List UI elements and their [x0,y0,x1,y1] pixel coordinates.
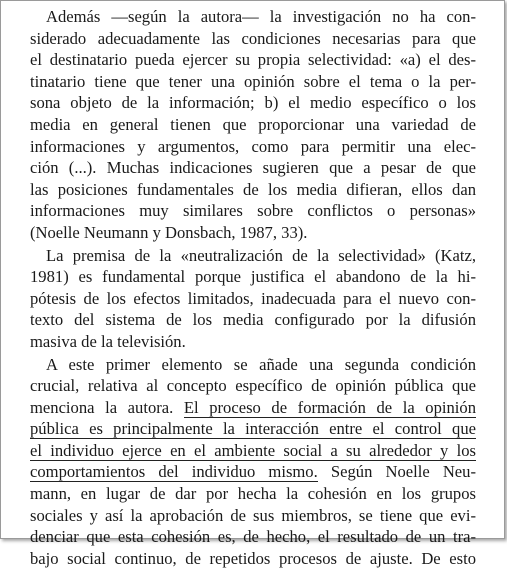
line-text: A este primer elemento se añade una segunda condición [46,355,476,374]
text-line [30,526,476,548]
text-line [30,92,476,114]
text-line [30,136,476,158]
text-line [30,200,476,222]
line-text: pótesis de los efectos limitados, inadecuada para el nuevo con- [30,289,476,308]
text-line [30,49,476,71]
text-line [30,331,476,353]
line-text: crucial, relativa al concepto específico de opinión pública que [30,376,476,395]
line-text: texto del sistema de los media configurado por la difusión [30,310,476,329]
text-line [30,266,476,288]
text-line [30,418,476,440]
text-line [30,179,476,201]
underlined-text: El proceso de formación de la opinión [184,398,476,418]
text-line [30,440,476,462]
line-text: denciar que esta cohesión es, de hecho, el resultado de un tra- [30,527,476,546]
line-text: informaciones muy similares sobre conflictos o personas» [30,201,476,220]
paragraph-3 [30,354,476,569]
text-line [30,288,476,310]
line-text: media en general tienen que proporcionar una variedad de [30,115,476,134]
text-line [30,245,476,267]
text-line [30,548,476,569]
paragraph-2 [30,245,476,353]
underlined-text: pública es principalmente la interacción entre el control que [30,419,476,439]
line-text: 1981) es fundamental porque justifica el abandono de la hi- [30,267,476,286]
text-line [30,505,476,527]
line-text: La premisa de la «neutralización de la selectividad» (Katz, [46,246,476,265]
text-line [30,461,476,483]
page-text [30,6,476,569]
line-text: (Noelle Neumann y Donsbach, 1987, 33). [30,223,307,242]
text-line [30,114,476,136]
paragraph-1 [30,6,476,244]
line-text: menciona la autora. [30,398,184,417]
text-line [30,71,476,93]
text-line [30,397,476,419]
line-text: sociales y así la aprobación de sus miembros, se tiene que evi- [30,506,476,525]
text-line [30,157,476,179]
text-line [30,375,476,397]
text-line [30,28,476,50]
line-text: sona objeto de la información; b) el medio específico o los [30,93,476,112]
line-text: el destinatario pueda ejercer su propia selectividad: «a) el des- [30,50,476,69]
line-text: ción (...). Muchas indicaciones sugieren que a pesar de que [30,158,476,177]
line-text: masiva de la televisión. [30,332,186,351]
text-line [30,483,476,505]
line-text: Según Noelle Neu- [318,462,476,481]
underlined-text: el individuo ejerce en el ambiente social a su alrededor y los [30,441,476,461]
line-text: las posiciones fundamentales de los media difieran, ellos dan [30,180,476,199]
line-text: tinatario tiene que tener una opinión sobre el tema o la per- [30,72,476,91]
line-text: informaciones y argumentos, como para permitir una elec- [30,137,476,156]
text-line [30,354,476,376]
line-text: siderado adecuadamente las condiciones necesarias para que [30,29,476,48]
line-text: bajo social continuo, de repetidos procesos de ajuste. De esto [30,549,476,568]
underlined-text: comportamientos del individuo mismo. [30,462,318,482]
text-line [30,6,476,28]
line-text: mann, en lugar de dar por hecha la cohesión en los grupos [30,484,476,503]
text-line [30,222,476,244]
text-line [30,309,476,331]
line-text: Además —según la autora— la investigación no ha con- [46,7,476,26]
